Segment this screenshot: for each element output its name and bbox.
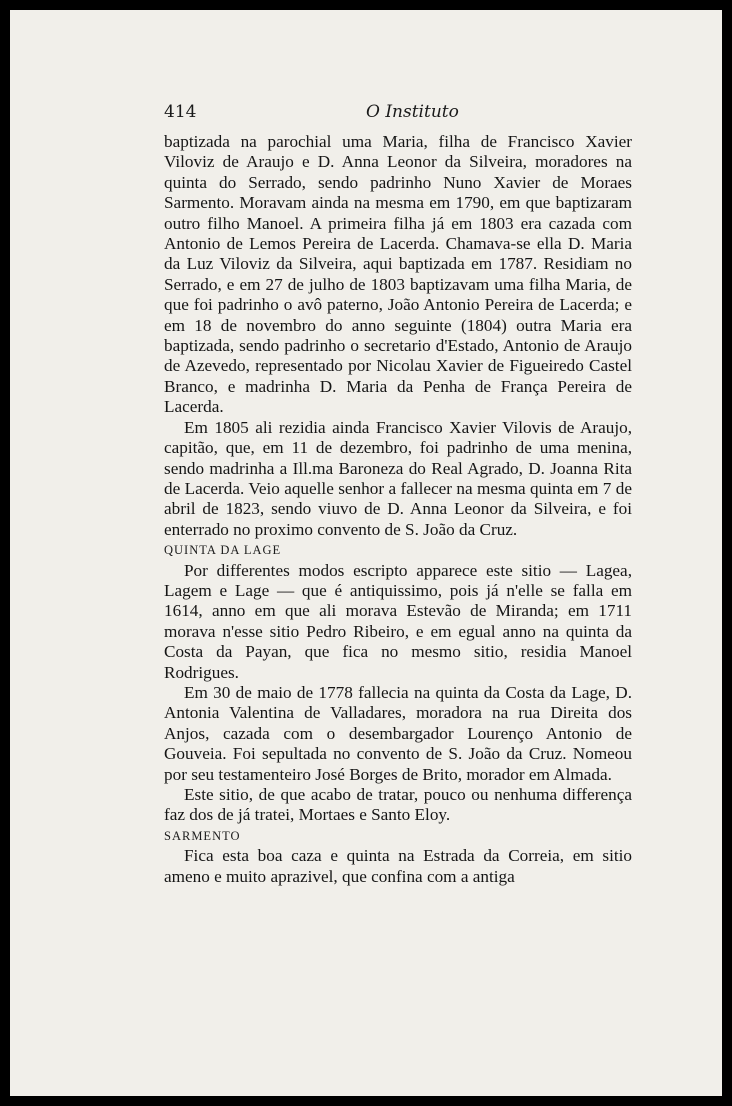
page-number: 414 <box>164 102 197 122</box>
paragraph-4: Em 30 de maio de 1778 fallecia na quinta da Costa da Lage, D. Antonia Valentina de Valladares, moradora na rua Direita dos Anjos, cazada com o desembargador Lourenço Antonio de Gouveia. Foi sepultada no convento de S. João da Cruz. Nomeou por seu testamenteiro José Borges de Brito, morador em Almada. <box>164 682 632 784</box>
journal-title: O Instituto <box>366 102 459 122</box>
book-page <box>10 10 722 1096</box>
body-text <box>164 132 632 887</box>
paragraph-5: Este sitio, de que acabo de tratar, pouco ou nenhuma differença faz dos de já tratei, Mortaes e Santo Eloy. <box>164 785 632 825</box>
section-heading-sarmento: SARMENTO <box>164 828 241 843</box>
paragraph-2: Em 1805 ali rezidia ainda Francisco Xavier Vilovis de Araujo, capitão, que, em 11 de dezembro, foi padrinho de uma menina, sendo madrinha a Ill.ma Baroneza do Real Agrado, D. Joanna Rita de Lacerda. Veio aquelle senhor a fallecer na mesma quinta em 7 de abril de 1823, sendo viuvo de D. Anna Leonor da Silveira, e foi enterrado no proximo convento de S. João da Cruz. <box>164 417 632 539</box>
running-head <box>164 102 644 126</box>
paragraph-3: Por differentes modos escripto apparece este sitio — Lagea, Lagem e Lage — que é antiquissimo, pois já n'elle se falla em 1614, anno em que ali morava Estevão de Miranda; em 1711 morava n'esse sitio Pedro Ribeiro, e em egual anno na quinta da Costa da Payan, que fica no mesmo sitio, residia Manoel Rodrigues. <box>164 560 632 682</box>
paragraph-1: baptizada na parochial uma Maria, filha de Francisco Xavier Viloviz de Araujo e D. Anna Leonor da Silveira, moradores na quinta do Serrado, sendo padrinho Nuno Xavier de Moraes Sarmento. Moravam ainda na mesma em 1790, em que baptizaram outro filho Manoel. A primeira filha já em 1803 era cazada com Antonio de Lemos Pereira de Lacerda. Chamava-se ella D. Maria da Luz Viloviz da Silveira, aqui baptizada em 1787. Residiam no Serrado, e em 27 de julho de 1803 baptizavam uma filha Maria, de que foi padrinho o avô paterno, João Antonio Pereira de Lacerda; e em 18 de novembro do anno seguinte (1804) outra Maria era baptizada, sendo padrinho o secretario d'Estado, Antonio de Araujo de Azevedo, representado por Nicolau Xavier de Figueiredo Castel Branco, e madrinha D. Maria da Penha de França Pereira de Lacerda. <box>164 132 632 417</box>
section-heading-quinta-da-lage: QUINTA DA LAGE <box>164 543 282 558</box>
paragraph-6: Fica esta boa caza e quinta na Estrada da Correia, em sitio ameno e muito aprazivel, que confina com a antiga <box>164 846 632 886</box>
